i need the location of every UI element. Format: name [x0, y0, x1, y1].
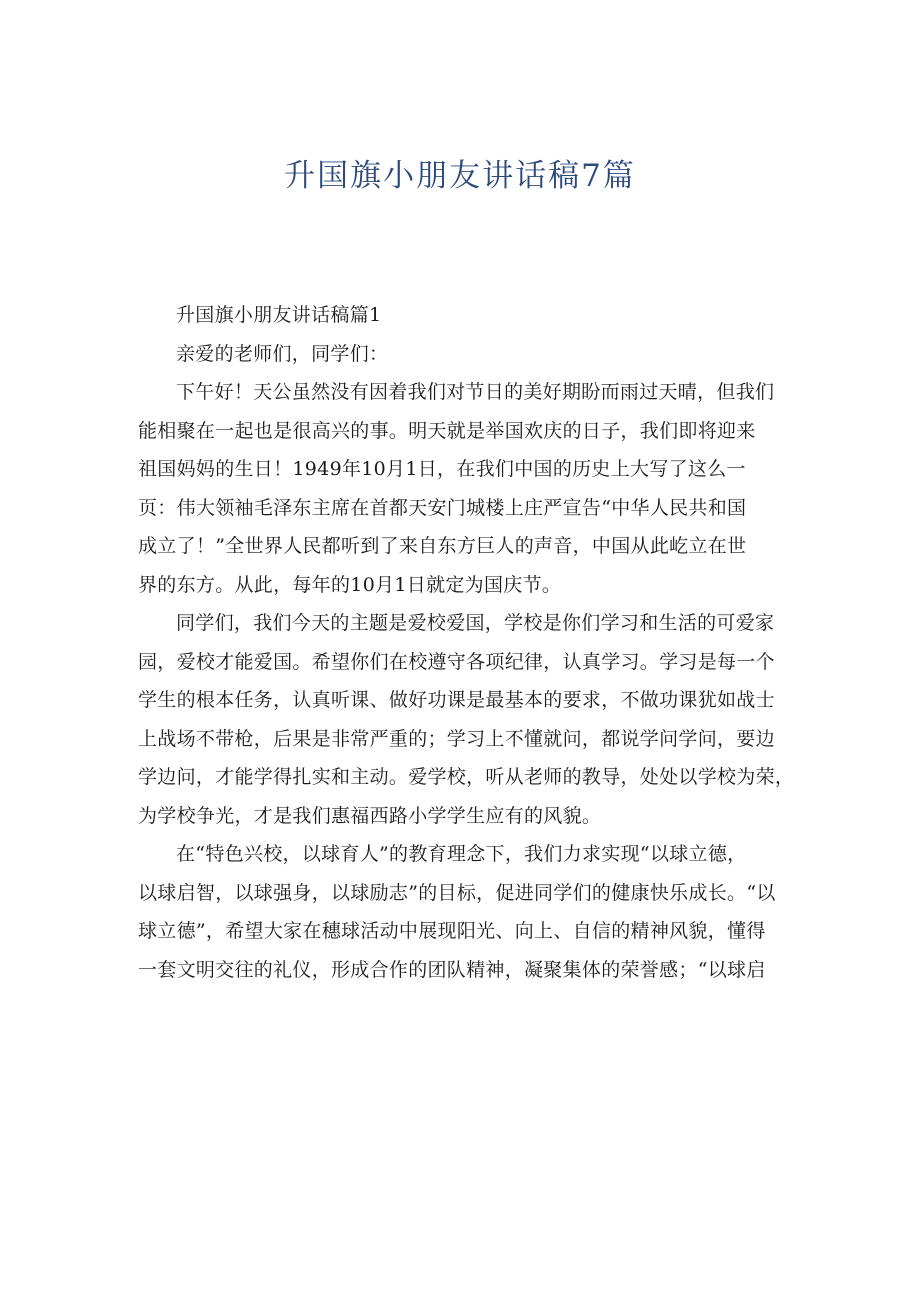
text-line: 亲爱的老师们，同学们： [176, 342, 389, 365]
text-line: 页：伟大领袖毛泽东主席在首都天安门城楼上庄严宣告“中华人民共和国 [138, 496, 747, 519]
text-line: 上战场不带枪，后果是非常严重的；学习上不懂就问，都说学问学问，要边 [138, 727, 775, 750]
text-line: 下午好！天公虽然没有因着我们对节日的美好期盼而雨过天晴，但我们 [176, 381, 775, 403]
text-line: 界的东方。从此，每年的10月1日就定为国庆节。 [138, 573, 562, 596]
text-line: 在“特色兴校，以球育人”的教育理念下，我们力求实现“以球立德， [176, 843, 747, 865]
paragraph-3 [138, 835, 798, 989]
text-line: 球立德”，希望大家在穗球活动中展现阳光、向上、自信的精神风貌，懂得 [138, 920, 766, 942]
text-line: 祖国妈妈的生日！1949年10月1日，在我们中国的历史上大写了这么一 [138, 458, 746, 480]
paragraph-salutation [138, 335, 798, 374]
paragraph-heading [138, 296, 798, 335]
text-line: 学边问，才能学得扎实和主动。爱学校，听从老师的教导，处处以学校为荣， [138, 766, 795, 788]
document-body [138, 296, 798, 989]
text-line: 同学们，我们今天的主题是爱校爱国，学校是你们学习和生活的可爱家 [176, 612, 775, 634]
text-line: 一套文明交往的礼仪，形成合作的团队精神，凝聚集体的荣誉感；“以球启 [138, 958, 766, 981]
text-line: 能相聚在一起也是很高兴的事。明天就是举国欢庆的日子，我们即将迎来 [138, 419, 756, 442]
text-line: 以球启智，以球强身，以球励志”的目标，促进同学们的健康快乐成长。“以 [138, 881, 776, 904]
text-line: 成立了！”全世界人民都听到了来自东方巨人的声音，中国从此屹立在世 [138, 535, 747, 557]
document-title: 升国旗小朋友讲话稿7篇 [284, 158, 636, 194]
paragraph-1 [138, 373, 798, 604]
text-line: 学生的根本任务，认真听课、做好功课是最基本的要求，不做功课犹如战士 [138, 689, 775, 711]
text-line: 升国旗小朋友讲话稿篇1 [176, 304, 382, 326]
text-line: 园，爱校才能爱国。希望你们在校遵守各项纪律，认真学习。学习是每一个 [138, 650, 775, 673]
text-line: 为学校争光，才是我们惠福西路小学学生应有的风貌。 [138, 804, 602, 827]
paragraph-2 [138, 604, 798, 835]
